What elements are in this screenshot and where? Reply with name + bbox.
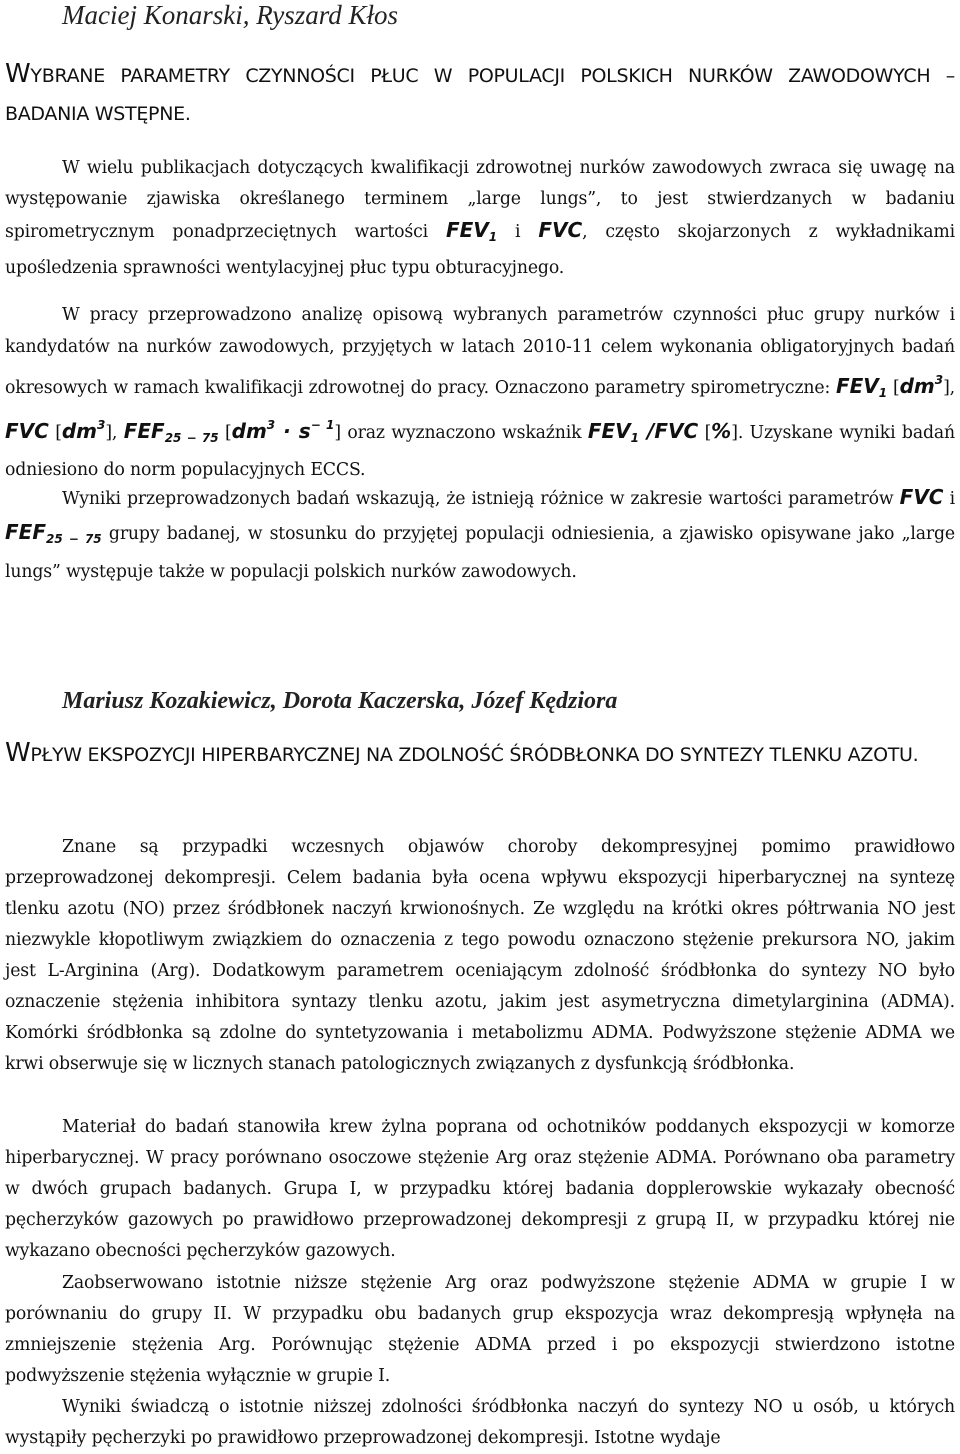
title-text: YBRANE PARAMETRY CZYNNOŚCI PŁUC W POPULACJI POLSKICH NURKÓW ZAWODOWYCH – BADANIA WSTĘPNE. — [5, 65, 955, 125]
paragraph-2-3: Zaobserwowano istotnie niższe stężenie Arg oraz podwyższone stężenie ADMA w grupie I w porównaniu do grupy II. W przypadku obu badanych grup ekspozycja wraz dekompresją wpłynęła na zmniejszenie stężenia Arg. Porównując stężenie ADMA przed i po ekspozycji stwierdzono istotne podwyższenie stężenia wyłącznie w grupie I. — [5, 1273, 955, 1386]
paragraph-text: , często skojarzonych z wykładnikami upośledzenia sprawności wentylacyjnej płuc typu obturacyjnego. — [5, 222, 956, 278]
math-fef25-75: $FEF_{25 - 75}$ — [5, 520, 102, 546]
paragraph-2-1: Znane są przypadki wczesnych objawów choroby dekompresyjnej pomimo prawidłowo przeprowadzonej dekompresji. Celem badania była ocena wpływu ekspozycji hiperbarycznej na syntezę tlenku azotu (NO) przez śródbłonek naczyń krwionośnych. Ze względu na krótki okres półtrwania NO jest niezwykle kłopotliwym związkiem do oznaczenia z tego powodu oznaczono stężenie prekursora NO, jakim jest L-Arginina (Arg). Dodatkowym parametrem oceniającym zdolność śródbłonka do syntezy NO było oznaczenie stężenia inhibitora syntazy tlenku azotu, jakim jest asymetryczna dimetylarginina (ADMA). Komórki śródbłonka są zdolne do syntetyzowania i metabolizmu ADMA. Podwyższone stężenie ADMA we krwi obserwuje się w licznych stanach patologicznych związanych z dysfunkcją śródbłonka. — [5, 837, 955, 1074]
title-section-2 — [5, 734, 955, 774]
math-fvc: FVC — [5, 418, 49, 443]
math-dm3: $dm^3$ — [899, 372, 944, 398]
paragraph-text: . Uzyskane wyniki badań odniesiono do norm populacyjnych ECCS. — [5, 422, 956, 481]
title-initial: W — [5, 59, 31, 89]
math-fev1: $FEV_1$ — [445, 218, 498, 244]
paragraph-1-3 — [5, 481, 955, 589]
paragraph-2-4: Wyniki świadczą o istotnie niższej zdolności śródbłonka naczyń do syntezy NO u osób, u których wystąpiły pęcherzyki po prawidłowo przeprowadzonej dekompresji. Istotne wydaje — [5, 1397, 955, 1448]
paragraph-text: grupy badanej, w stosunku do przyjętej populacji odniesienia, a zjawisko opisywane jako „large lungs” występuje także w populacji polskich nurków zawodowych. — [5, 524, 955, 582]
paragraph-text: W pracy przeprowadzono analizę opisową wybranych parametrów czynności płuc grupy nurków i kandydatów na nurków zawodowych, przyjętych w latach 2010-11 celem wykonania obligatoryjnych badań okresowych w ramach kwalifikacji zdrowotnej do pracy. Oznaczono parametry spirometryczne: — [5, 305, 955, 398]
paragraph-text: i — [949, 489, 955, 509]
math-dm3-per-s: $dm^3 \cdot s^{- 1}$ — [231, 417, 335, 443]
math-dm3: $dm^3$ — [61, 417, 106, 443]
authors-section-2: Mariusz Kozakiewicz, Dorota Kaczerska, Józef Kędziora — [62, 688, 618, 714]
title-section-1 — [5, 55, 955, 133]
title-initial: W — [5, 738, 31, 768]
paragraph-text: i — [515, 222, 521, 242]
paragraph-1-2: W pracy przeprowadzono analizę opisową wybranych parametrów czynności płuc grupy nurków i kandydatów na nurków zawodowych, przyjętych w latach 2010-11 celem wykonania obligatoryjnych badań okresowych w ramach kwalifikacji zdrowotnej do pracy. Oznaczono parametry spirometryczne: $FEV_1$ $[dm^3]$, FVC $[dm^3]$, $FEF_{25 - 75}$ $[dm^3 \cdot s^{- 1}]$ oraz wyznaczono wskaźnik $FEV_1$ /FVC [%]. Uzyskane wyniki badań odniesiono do norm populacyjnych ECCS. — [5, 305, 956, 481]
paragraph-1-1 — [5, 153, 955, 284]
title-text: PŁYW EKSPOZYCJI HIPERBARYCZNEJ NA ZDOLNOŚĆ ŚRÓDBŁONKA DO SYNTEZY TLENKU AZOTU. — [30, 744, 919, 766]
math-fvc: FVC — [538, 218, 583, 242]
paragraph-text: oraz wyznaczono wskaźnik — [347, 422, 582, 443]
paragraph-text: W wielu publikacjach dotyczących kwalifikacji zdrowotnej nurków zawodowych zwraca się uwagę na występowanie zjawiska określanego terminem „large lungs”, to jest stwierdzanych w badaniu spirometrycznym ponadprzeciętnych wartości — [5, 158, 955, 242]
paragraph-2-2: Materiał do badań stanowiła krew żylna poprana od ochotników poddanych ekspozycji w komorze hiperbarycznej. W pracy porównano osoczowe stężenie Arg oraz stężenie ADMA. Porównano oba parametry w dwóch grupach badanych. Grupa I, w przypadku której badania dopplerowskie wykazały obecność pęcherzyków gazowych po prawidłowo przeprowadzonej dekompresji z grupą II, w przypadku której nie wykazano obecności pęcherzyków gazowych. — [5, 1117, 955, 1261]
math-fvc: FVC — [899, 485, 944, 509]
math-fev1: $FEV_1$ — [835, 373, 888, 400]
math-fev1-fvc-ratio: $FEV_1$ /FVC — [587, 418, 699, 445]
math-fef25-75: $FEF_{25 - 75}$ — [123, 418, 219, 445]
authors-section-1: Maciej Konarski, Ryszard Kłos — [62, 0, 398, 30]
math-percent: % — [711, 418, 732, 443]
paragraph-text: Wyniki przeprowadzonych badań wskazują, że istnieją różnice w zakresie wartości parametrów — [62, 489, 894, 509]
